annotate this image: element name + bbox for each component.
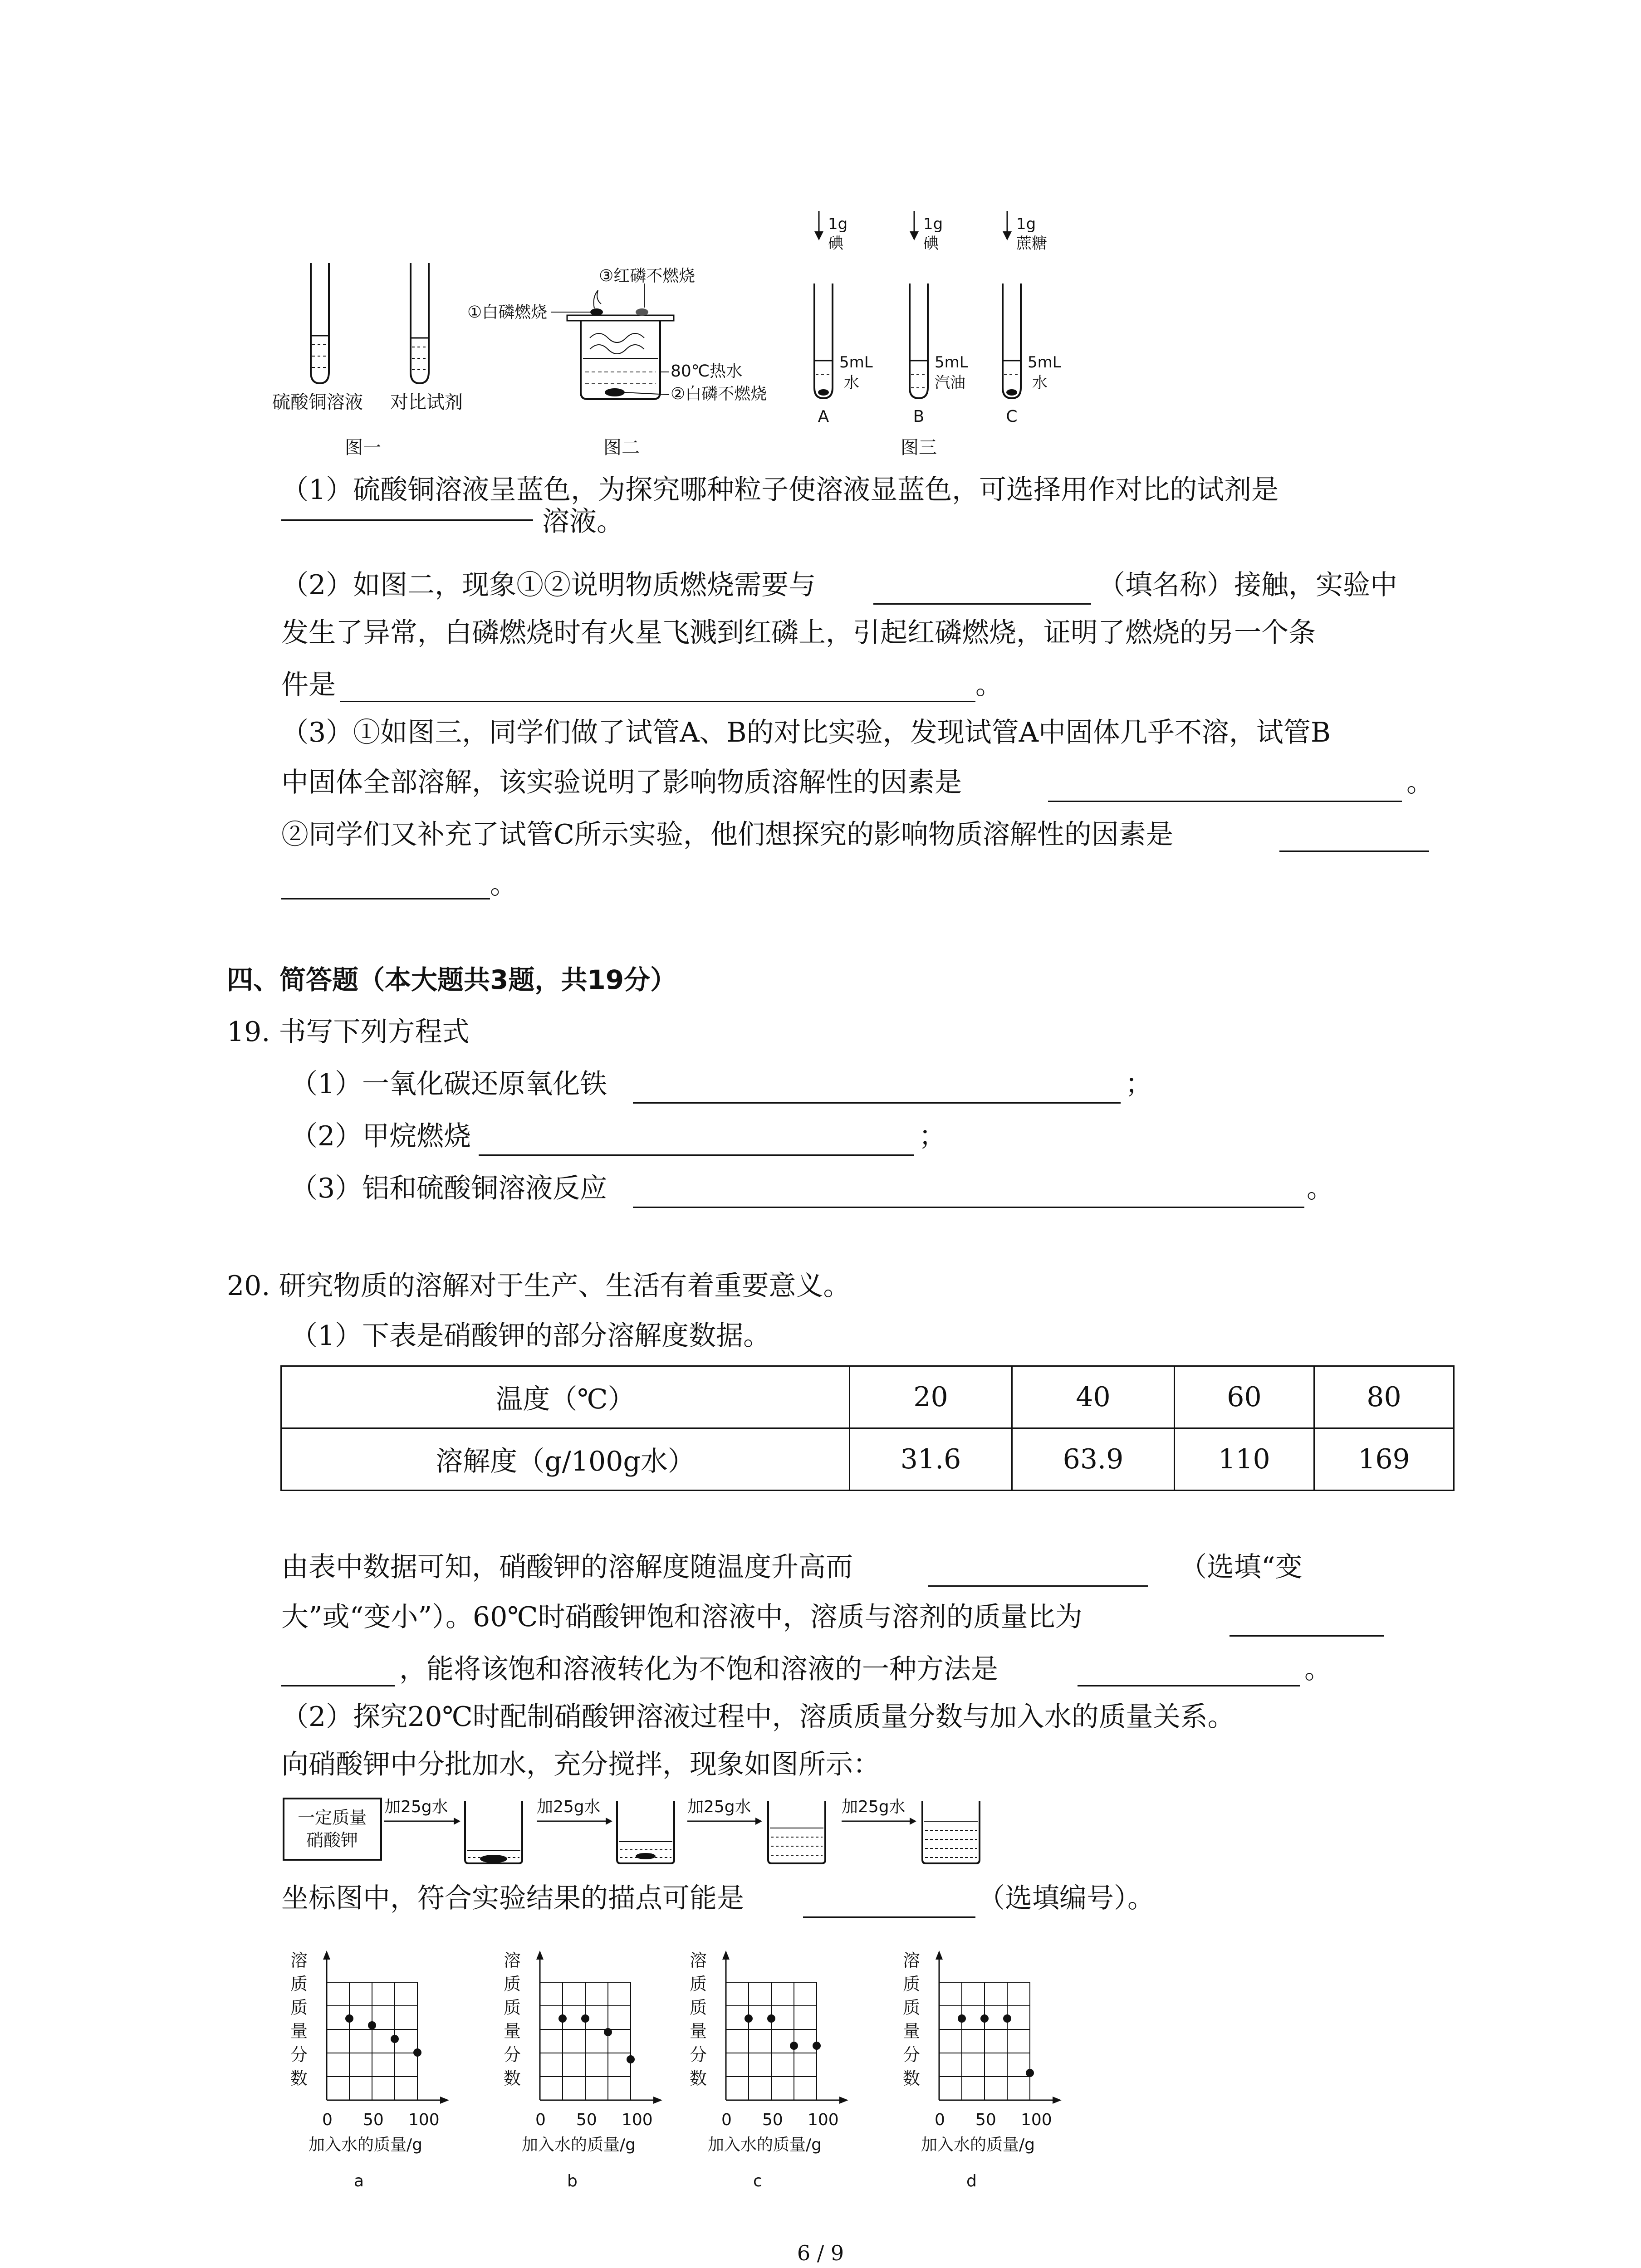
q19-item-1: （1）一氧化碳还原氧化铁	[290, 1068, 607, 1100]
svg-text:5mL: 5mL	[1028, 353, 1061, 371]
table-header-temp: 温度（℃）	[281, 1366, 850, 1428]
graph-ylabel-char: 数	[903, 2068, 921, 2088]
q20-text-4a: 坐标图中，符合实验结果的描点可能是	[281, 1882, 744, 1914]
graph-id: d	[966, 2172, 977, 2190]
graph-ylabel-char: 溶	[504, 1950, 521, 1970]
svg-text:汽油: 汽油	[935, 374, 965, 392]
graph-ylabel-char: 数	[504, 2068, 521, 2088]
q20-text-4b: （选填编号）。	[978, 1882, 1155, 1914]
graph-x-label: 加入水的质量/g	[708, 2136, 822, 2154]
graph-y-arrow	[936, 1950, 943, 1960]
graph-point	[813, 2042, 821, 2050]
q19-item-3-end: 。	[1307, 1173, 1334, 1204]
graph-ylabel-char: 分	[690, 2045, 707, 2065]
graph-ylabel-char: 量	[290, 2021, 308, 2041]
graph-ylabel-char: 溶	[290, 1950, 308, 1970]
q18-part2-line1a: （2）如图二，现象①②说明物质燃烧需要与	[281, 569, 816, 601]
q20-text-1b: （选填“变	[1180, 1551, 1303, 1583]
table-cell: 63.9	[1012, 1428, 1174, 1491]
graph-ylabel-char: 分	[903, 2045, 921, 2065]
svg-text:蔗糖: 蔗糖	[1016, 235, 1047, 253]
q19-item-1-end: ；	[1125, 1068, 1152, 1100]
q18-part3-line3: ②同学们又补充了试管C所示实验，他们想探究的影响物质溶解性的因素是	[281, 819, 1173, 850]
flow-start-line2: 硝酸钾	[306, 1830, 358, 1850]
graphs-abcd	[272, 1928, 1180, 2200]
svg-text:C: C	[1006, 407, 1018, 426]
graph-ylabel-char: 质	[290, 1974, 308, 1994]
graph-point	[581, 2014, 589, 2023]
graph-x-arrow	[839, 2097, 848, 2104]
q19-item-2-end: ；	[919, 1120, 946, 1152]
table-cell: 20	[850, 1366, 1012, 1428]
q20-blank-3[interactable]	[1078, 1685, 1300, 1686]
graph-ylabel-char: 溶	[690, 1950, 707, 1970]
graph-point	[980, 2014, 989, 2023]
graph-point	[745, 2014, 753, 2023]
q18-blank-5a[interactable]	[1279, 850, 1429, 852]
q18-blank-2[interactable]	[873, 603, 1091, 605]
q20-part2-line1: （2）探究20℃时配制硝酸钾溶液过程中，溶质质量分数与加入水的质量关系。	[281, 1701, 1235, 1733]
graph-x-arrow	[653, 2097, 662, 2104]
flow-arrow-label: 加25g水	[687, 1798, 751, 1816]
graph-point	[627, 2055, 635, 2063]
table-cell: 60	[1174, 1366, 1314, 1428]
graph-x-label: 加入水的质量/g	[921, 2136, 1035, 2154]
graph-ylabel-char: 分	[290, 2045, 308, 2065]
q20-part2-line2: 向硝酸钾中分批加水，充分搅拌，现象如图所示：	[281, 1749, 880, 1780]
svg-text:碘: 碘	[828, 235, 843, 253]
graph-point	[767, 2014, 775, 2023]
q18-part2-line3b: 。	[975, 669, 1003, 701]
graph-point	[413, 2048, 421, 2057]
svg-text:水: 水	[1032, 374, 1048, 392]
graph-y-arrow	[323, 1950, 330, 1960]
fig2-label-3: ③红磷不燃烧	[599, 267, 696, 285]
graph-x-label: 加入水的质量/g	[309, 2136, 422, 2154]
section-4-title: 四、简答题（本大题共3题，共19分）	[227, 964, 677, 995]
svg-text:A: A	[818, 407, 829, 426]
figure-2	[467, 267, 767, 458]
flow-start-line1: 一定质量	[297, 1808, 367, 1828]
q20-stem: 20. 研究物质的溶解对于生产、生活有着重要意义。	[227, 1270, 851, 1302]
fig1-label-1: 硫酸铜溶液	[272, 392, 363, 413]
figure-3	[814, 211, 1061, 458]
graph-x-arrow	[440, 2097, 449, 2104]
fig2-label-2: ②白磷不燃烧	[671, 385, 767, 403]
figure-top	[254, 209, 1116, 481]
svg-text:B: B	[913, 407, 925, 426]
flow-arrow-label: 加25g水	[384, 1798, 448, 1816]
table-cell: 110	[1174, 1428, 1314, 1491]
graph-id: b	[567, 2172, 578, 2190]
q20-text-2: 大”或“变小”）。60℃时硝酸钾饱和溶液中，溶质与溶剂的质量比为	[281, 1601, 1083, 1633]
graph-y-arrow	[722, 1950, 730, 1960]
graph-ylabel-char: 质	[903, 1974, 921, 1994]
q18-part3-line2b: 。	[1406, 767, 1434, 798]
q18-part3-line4: 。	[490, 869, 517, 900]
graph-point	[345, 2014, 353, 2023]
fig3-tube-a	[814, 211, 873, 426]
graph-point	[958, 2014, 966, 2023]
q20-blank-2b[interactable]	[281, 1685, 395, 1686]
graph-x-tick: 0	[535, 2111, 546, 2129]
graph-x-tick: 50	[363, 2111, 384, 2129]
q20-blank-1[interactable]	[928, 1585, 1148, 1587]
graph-x-tick: 0	[721, 2111, 732, 2129]
graph-x-tick: 100	[1021, 2111, 1052, 2129]
q18-part2-line3a: 件是	[281, 669, 336, 701]
graph-point	[391, 2035, 399, 2043]
flow-arrow-label: 加25g水	[537, 1798, 601, 1816]
fig2-caption: 图二	[603, 437, 640, 458]
graph-ylabel-char: 质	[690, 1998, 707, 2018]
fig1-caption: 图一	[345, 437, 381, 458]
figure-1	[272, 263, 463, 458]
fig2-label-water: 80℃热水	[671, 362, 743, 381]
graph-x-tick: 0	[935, 2111, 945, 2129]
svg-text:1g: 1g	[828, 215, 848, 233]
table-row	[281, 1366, 1454, 1428]
graph-ylabel-char: 质	[504, 1974, 521, 1994]
graph-ylabel-char: 数	[290, 2068, 308, 2088]
flow-arrow-label: 加25g水	[842, 1798, 906, 1816]
graph-ylabel-char: 质	[290, 1998, 308, 2018]
table-cell: 80	[1314, 1366, 1454, 1428]
q19-blank-1[interactable]	[633, 1102, 1121, 1104]
fig3-caption: 图三	[901, 437, 937, 458]
q18-blank-3[interactable]	[340, 701, 975, 702]
q20-blank-2a[interactable]	[1230, 1635, 1384, 1637]
graph-id: a	[354, 2172, 364, 2190]
fig3-tube-c	[1003, 211, 1061, 426]
graph-d	[903, 1950, 1062, 2190]
solubility-table	[280, 1365, 1455, 1491]
q18-part1-line1: （1）硫酸铜溶液呈蓝色，为探究哪种粒子使溶液显蓝色，可选择用作对比的试剂是	[281, 474, 1279, 506]
graph-point	[1026, 2069, 1034, 2077]
graph-x-tick: 100	[408, 2111, 440, 2129]
graph-x-tick: 50	[576, 2111, 597, 2129]
graph-point	[558, 2014, 567, 2023]
q19-item-2: （2）甲烷燃烧	[290, 1120, 471, 1152]
graph-x-tick: 100	[622, 2111, 653, 2129]
graph-point	[1003, 2014, 1011, 2023]
q18-part1-line2: 溶液。	[542, 506, 624, 538]
graph-x-tick: 0	[322, 2111, 333, 2129]
graph-ylabel-char: 数	[690, 2068, 707, 2088]
graph-ylabel-char: 量	[504, 2021, 521, 2041]
graph-point	[368, 2021, 376, 2029]
q19-blank-3[interactable]	[633, 1207, 1304, 1208]
graph-x-tick: 50	[762, 2111, 783, 2129]
svg-text:碘: 碘	[923, 235, 939, 253]
svg-text:5mL: 5mL	[935, 353, 968, 371]
q19-stem: 19. 书写下列方程式	[227, 1016, 470, 1048]
q19-item-3: （3）铝和硫酸铜溶液反应	[290, 1173, 607, 1204]
q20-part1: （1）下表是硝酸钾的部分溶解度数据。	[290, 1320, 771, 1352]
graph-x-label: 加入水的质量/g	[522, 2136, 636, 2154]
table-row	[281, 1428, 1454, 1491]
svg-text:1g: 1g	[923, 215, 943, 233]
graph-a	[290, 1950, 449, 2190]
q18-part2-line1b: （填名称）接触，实验中	[1098, 569, 1397, 601]
fig2-label-1: ①白磷燃烧	[467, 303, 548, 322]
graph-x-arrow	[1053, 2097, 1062, 2104]
q18-blank-4[interactable]	[1048, 801, 1402, 802]
svg-text:1g: 1g	[1016, 215, 1036, 233]
svg-text:水: 水	[844, 374, 859, 392]
q20-text-3a: ，能将该饱和溶液转化为不饱和溶液的一种方法是	[399, 1653, 998, 1685]
table-cell: 169	[1314, 1428, 1454, 1491]
graph-ylabel-char: 量	[903, 2021, 921, 2041]
graph-c	[690, 1950, 848, 2190]
graph-ylabel-char: 质	[504, 1998, 521, 2018]
graph-ylabel-char: 质	[903, 1998, 921, 2018]
q20-blank-4[interactable]	[803, 1916, 975, 1918]
page-number: 6 / 9	[797, 2241, 844, 2265]
graph-ylabel-char: 质	[690, 1974, 707, 1994]
table-cell: 31.6	[850, 1428, 1012, 1491]
graph-ylabel-char: 量	[690, 2021, 707, 2041]
fig1-label-2: 对比试剂	[390, 392, 463, 413]
graph-y-arrow	[536, 1950, 544, 1960]
q18-part3-line2a: 中固体全部溶解，该实验说明了影响物质溶解性的因素是	[281, 767, 962, 798]
graph-x-tick: 100	[808, 2111, 839, 2129]
graph-x-tick: 50	[975, 2111, 996, 2129]
q18-part3-line1: （3）①如图三，同学们做了试管A、B的对比实验，发现试管A中固体几乎不溶，试管B	[281, 717, 1331, 748]
table-cell: 40	[1012, 1366, 1174, 1428]
q19-blank-2[interactable]	[479, 1154, 914, 1156]
graph-id: c	[753, 2172, 762, 2190]
graph-point	[604, 2028, 612, 2036]
q20-text-1a: 由表中数据可知，硝酸钾的溶解度随温度升高而	[281, 1551, 853, 1583]
svg-text:5mL: 5mL	[839, 353, 873, 371]
q20-text-3b: 。	[1304, 1653, 1332, 1685]
q18-blank-5b[interactable]	[281, 898, 490, 899]
q18-blank-1[interactable]	[281, 519, 533, 521]
dissolution-flow-diagram	[279, 1787, 1005, 1892]
graph-ylabel-char: 溶	[903, 1950, 921, 1970]
q18-part2-line2: 发生了异常，白磷燃烧时有火星飞溅到红磷上，引起红磷燃烧，证明了燃烧的另一个条	[281, 617, 1316, 649]
fig3-tube-b	[910, 211, 968, 426]
table-header-solubility: 溶解度（g/100g水）	[281, 1428, 850, 1491]
graph-point	[790, 2042, 798, 2050]
graph-b	[504, 1950, 662, 2190]
graph-ylabel-char: 分	[504, 2045, 521, 2065]
